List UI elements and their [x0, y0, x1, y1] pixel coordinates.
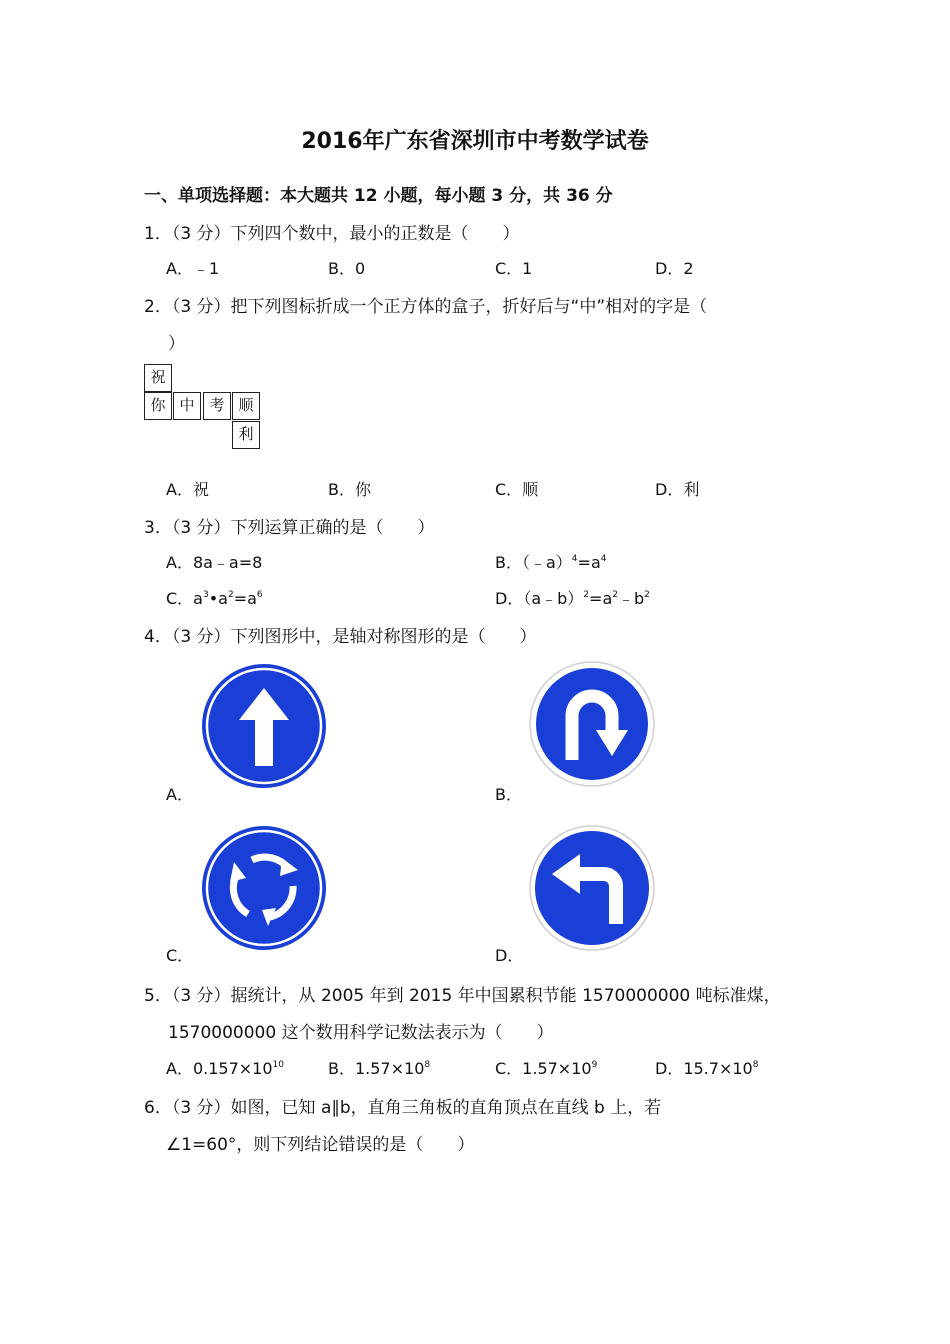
net-cell: 中	[173, 392, 201, 420]
question-5-option-a: A．$0.157\times 10^{10}$	[166, 1059, 284, 1078]
question-6-stem: 6．（3 分）如图，已知 a∥b，直角三角板的直角顶点在直线 b 上，若	[144, 1098, 662, 1118]
question-3-option-b: B．$(﹣a)^4=a^4$	[495, 553, 607, 572]
question-5-stem: 5．（3 分）据统计，从 2005 年到 2015 年中国累积节能 1570000000 吨标准煤，	[144, 986, 781, 1006]
question-1-option-d: D．2	[655, 259, 694, 278]
question-2-stem: 2．（3 分）把下列图标折成一个正方体的盒子，折好后与“中”相对的字是（	[144, 297, 708, 317]
question-3-option-c: C．$a^3•a^2=a^6$	[166, 589, 263, 608]
section-heading: 一、单项选择题：本大题共 12 小题，每小题 3 分，共 36 分	[144, 186, 613, 206]
question-4-option-a: A．	[166, 785, 193, 804]
question-4-option-c: C．	[166, 946, 194, 965]
question-5-option-c: C．$1.57\times 10^9$	[495, 1059, 598, 1078]
question-1-option-b: B．0	[328, 259, 366, 278]
net-cell: 顺	[232, 392, 260, 420]
straight-arrow-sign-icon	[200, 662, 328, 790]
question-3-option-d: D．$(a﹣b)^2=a^2﹣b^2$	[495, 589, 650, 608]
question-4-option-d: D．	[495, 946, 524, 965]
question-2-option-d: D．利	[655, 480, 700, 499]
question-5-stem-cont: 1570000000 这个数用科学记数法表示为（ ）	[168, 1023, 554, 1043]
roundabout-sign-icon	[200, 824, 328, 952]
question-5-option-b: B．$1.57\times 10^8$	[328, 1059, 431, 1078]
net-cell: 祝	[144, 364, 172, 392]
question-3-stem: 3．（3 分）下列运算正确的是（ ）	[144, 518, 435, 538]
question-2-stem-end: ）	[168, 334, 185, 354]
question-5-option-d: D．$15.7\times 10^8$	[655, 1059, 759, 1078]
u-turn-sign-icon	[528, 660, 656, 788]
question-4-option-b: B．	[495, 785, 522, 804]
net-cell: 利	[232, 421, 260, 449]
question-1-stem: 1．（3 分）下列四个数中，最小的正数是（ ）	[144, 224, 520, 244]
net-cell: 考	[203, 392, 231, 420]
left-turn-sign-icon	[528, 824, 656, 952]
question-2-option-c: C．顺	[495, 480, 539, 499]
question-2-option-b: B．你	[328, 480, 371, 499]
net-cell: 你	[144, 392, 172, 420]
question-1-option-a: A．﹣1	[166, 259, 220, 278]
question-4-stem: 4．（3 分）下列图形中，是轴对称图形的是（ ）	[144, 627, 537, 647]
question-1-option-c: C．1	[495, 259, 533, 278]
question-3-option-a: A．8a﹣a=8	[166, 553, 263, 572]
question-6-stem-cont: ∠1=60°，则下列结论错误的是（ ）	[166, 1135, 475, 1155]
question-2-option-a: A．祝	[166, 480, 209, 499]
paper-title: 2016年广东省深圳市中考数学试卷	[301, 129, 649, 154]
